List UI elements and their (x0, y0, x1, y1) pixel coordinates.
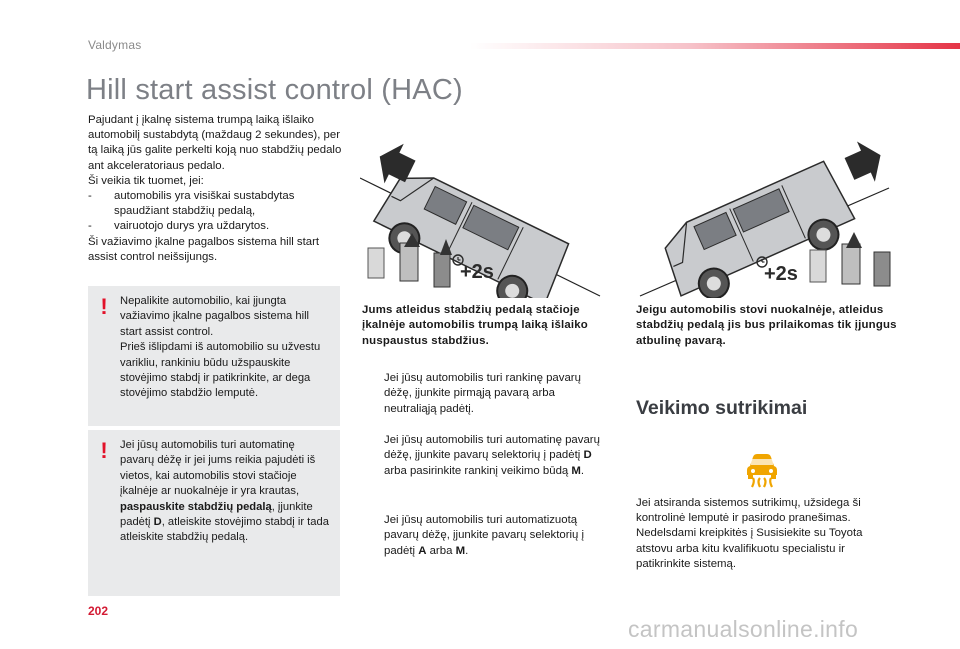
dash-marker: - (88, 220, 92, 233)
warning-text-part: , įjunkite padėtį (120, 500, 313, 529)
bullet-text-part: arba pasirinkite rankinį veikimo būdą (384, 464, 572, 477)
skid-warning-icon (744, 450, 780, 488)
warning-text-part: Jei jūsų automobilis turi automatinę pavarų dėžę ir jei jums reikia pajudėti iš vietos, kai automobilis stovi stačioje įkalnėje ar nuokalnėje ir yra krautas, (120, 439, 316, 498)
page-title: Hill start assist control (HAC) (86, 74, 463, 106)
warning-box (88, 286, 340, 426)
bullet-item (362, 513, 612, 563)
header-accent-bar (470, 43, 960, 49)
bullet-text-part: Jei jūsų automobilis turi automatinę pavarų dėžę, įjunkite pavarų selektorių į padėtį (384, 434, 600, 462)
condition-text: vairuotojo durys yra uždarytos. (114, 220, 270, 233)
fault-text: Jei atsiranda sistemos sutrikimų, užsidega ši kontrolinė lemputė ir pasirodo pranešimas. Nedelsdami kreipkitės į Susisiekite su Toyota atstovu arba kitu kvalifikuotu specialistu ir patikrinkite sistemą. (636, 497, 863, 570)
intro-paragraph: Pajudant į įkalnę sistema trumpą laiką išlaiko automobilį sustabdytą (maždaug 2 sekundes), per tą laiką jūs galite perkelti koją nuo stabdžių pedalo ant akceleratoriaus pedalo. (88, 114, 342, 172)
warning-box (88, 430, 340, 596)
bullet-text (384, 433, 610, 479)
bullet-text-part: . (580, 464, 585, 477)
gear-letter: A (418, 544, 427, 557)
intro-text (88, 113, 346, 265)
gear-letter: D (153, 516, 162, 529)
section-label: Valdymas (88, 38, 142, 52)
bullet-item (362, 433, 612, 483)
timer-label: +2s (764, 263, 798, 285)
timer-label: +2s (460, 261, 494, 283)
van-body (655, 159, 862, 298)
downhill-caption: Jeigu automobilis stovi nuokalnėje, atleidus stabdžių pedalą jis bus prilaikomas tik įjungus atbulinę pavarą. (636, 304, 897, 347)
warning-emphasis: paspauskite stabdžių pedalą (120, 500, 272, 513)
warning-icon: ! (100, 438, 108, 463)
gear-letter: M (455, 544, 466, 557)
downhill-illustration (634, 106, 896, 298)
bullet-text-part: arba (426, 544, 456, 557)
section-heading: Veikimo sutrikimai (636, 397, 808, 419)
backward-arrow (841, 135, 890, 189)
watermark: carmanualsonline.info (628, 616, 859, 642)
bullet-item (362, 371, 612, 421)
warning-text (120, 438, 332, 546)
dash-marker: - (88, 190, 92, 203)
bullet-text: Jei jūsų automobilis turi rankinę pavarų dėžę, įjunkite pirmąją pavarą arba neutraliąją padėtį. (384, 372, 581, 415)
condition-item (88, 189, 346, 219)
page-number: 202 (88, 604, 109, 618)
bullet-text (384, 513, 610, 559)
bullet-text-part: . (465, 544, 469, 557)
uphill-caption: Jums atleidus stabdžių pedalą stačioje įkalnėje automobilis trumpą laiką išlaiko nuspaustus stabdžius. (362, 304, 588, 347)
conditions-lead: Ši veikia tik tuomet, jei: (88, 174, 204, 187)
intro-closing: Ši važiavimo įkalne pagalbos sistema hill start assist control neišsijungs. (88, 235, 320, 263)
gear-letter: M (571, 464, 581, 477)
uphill-illustration (360, 128, 610, 298)
condition-text: automobilis yra visiškai sustabdytas spaudžiant stabdžių pedalą, (114, 190, 295, 218)
warning-icon: ! (100, 294, 108, 319)
warning-text-part: , atleiskite stovėjimo stabdį ir tada atleiskite stabdžių pedalą. (120, 516, 329, 544)
condition-item (88, 219, 346, 234)
gear-letter: D (583, 449, 592, 462)
warning-text: Nepalikite automobilio, kai įjungta važiavimo įkalne pagalbos sistema hill start assist control. Prieš išlipdami iš automobilio su užvestu varikliu, rankiniu būdu užspauskite stovėjimo stabdį ir patikrinkite, ar dega stovėjimo stabdžio lemputė. (120, 295, 321, 400)
bullet-text-part: Jei jūsų automobilis turi automatizuotą pavarų dėžę, įjunkite pavarų selektorių į padėtį (384, 514, 585, 557)
